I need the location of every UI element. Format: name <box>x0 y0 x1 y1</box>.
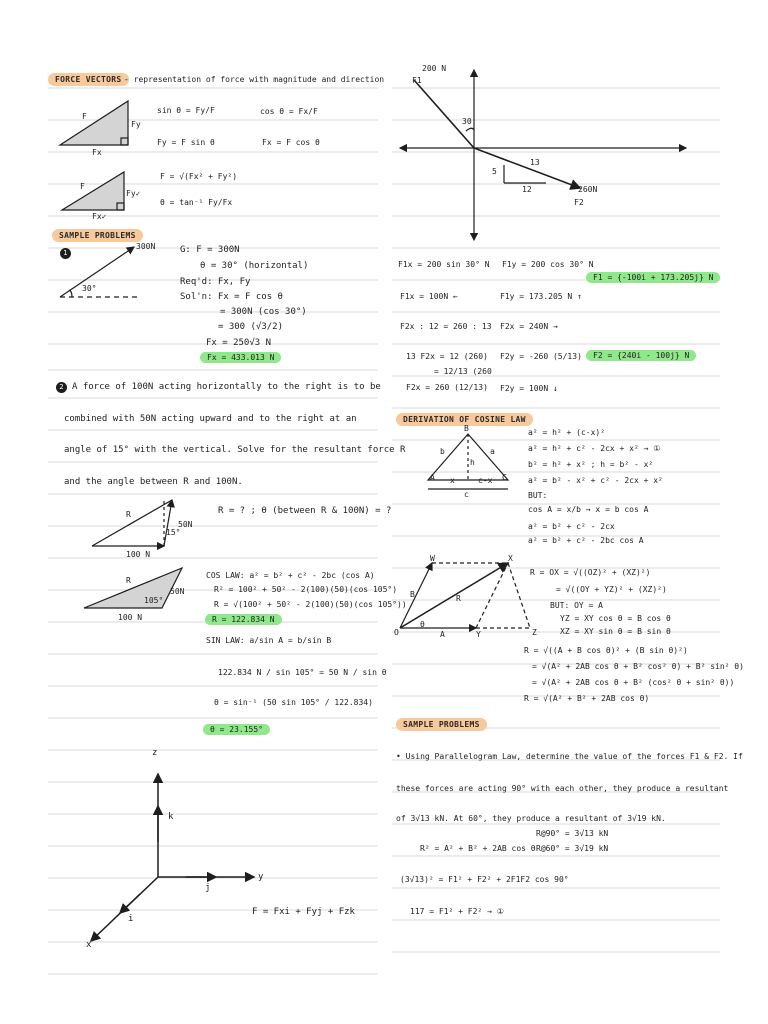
problem2-cos-law: COS LAW: a² = b² + c² - 2bc (cos A) <box>206 571 375 580</box>
cosine-label-C: C <box>502 473 507 482</box>
triangle1-label-Fy: Fy <box>131 120 141 129</box>
header-sample-problems: SAMPLE PROBLEMS <box>52 229 143 242</box>
problem2-triangle2-105: 105° <box>144 596 164 605</box>
para-step-8: = √(A² + 2AB cos θ + B² (cos² θ + sin² θ)) <box>532 678 735 687</box>
para-label-A: A <box>440 630 445 639</box>
ruled-lines <box>48 88 720 974</box>
cosine-label-b: b <box>440 447 445 456</box>
problem1-step3: Fx = 250√3 N <box>206 338 272 348</box>
para-step-4: YZ = XY cos θ = B cos θ <box>560 614 671 623</box>
diagram-F1: F1 <box>412 76 422 85</box>
triangle2-label-Fy: Fy✓ <box>126 189 141 198</box>
sample2-text-line2: these forces are acting 90° with each other, they produce a resultant <box>396 784 729 793</box>
diagram-5: 5 <box>492 167 497 176</box>
problem2-triangle2-R: R <box>126 576 131 585</box>
problem2-theta-equation: θ = sin⁻¹ (50 sin 105° / 122.834) <box>214 698 373 707</box>
cosine-label-a: a <box>490 447 495 456</box>
triangle1-label-Fx: Fx <box>92 148 102 157</box>
problem2-triangle1-100N: 100 N <box>126 550 151 559</box>
problem1-force-label: 300N <box>136 242 156 251</box>
para-label-Z: Z <box>532 628 537 637</box>
para-step-6: R = √((A + B cos θ)² + (B sin θ)²) <box>524 646 688 655</box>
theta-equation: θ = tan⁻¹ Fy/Fx <box>160 198 233 207</box>
sample2-equation-2: 117 = F1² + F2² → ① <box>410 907 504 916</box>
cosine-step-5: BUT: <box>528 491 548 500</box>
triangle1-label-F: F <box>82 112 87 121</box>
cosine-step-2: a² = h² + c² - 2cx + x² → ① <box>528 444 661 453</box>
problem1-angle-label: 30° <box>82 284 97 293</box>
f1y-equation: F1y = 200 cos 30° N <box>502 260 594 269</box>
triangle2-label-F: F <box>80 182 85 191</box>
problem1-number: 1 <box>60 248 71 259</box>
force-triangle-1 <box>60 101 128 145</box>
f1y-value: F1y = 173.205 N ↑ <box>500 292 582 301</box>
f2-answer: F2 = {240i - 100j} N <box>586 350 696 361</box>
para-step-9: R = √(A² + B² + 2AB cos θ) <box>524 694 650 703</box>
f1x-value: F1x = 100N ← <box>400 292 458 301</box>
f2x-value: F2x = 240N → <box>500 322 558 331</box>
cosine-label-B: B <box>464 424 469 433</box>
parallelogram <box>400 563 530 628</box>
cosine-label-A: A <box>430 473 435 482</box>
problem2-number: 2 <box>56 382 67 393</box>
problem1-step2: = 300 (√3/2) <box>218 322 284 332</box>
unit-vector-k: k <box>168 812 174 822</box>
problem2-triangle1-15: 15° <box>166 528 181 537</box>
axis-label-z: z <box>152 748 158 758</box>
para-label-theta: θ <box>420 620 425 629</box>
problem2-sin-law-equation: 122.834 N / sin 105° = 50 N / sin θ <box>218 668 387 677</box>
problem2-cos-law-step2: R = √(100² + 50² - 2(100)(50)(cos 105°)) <box>214 600 407 609</box>
fx-equation: Fx = F cos θ <box>262 138 320 147</box>
para-step-1: R = OX = √((OZ)² + (XZ)²) <box>530 568 651 577</box>
force-components-equation: F = Fxi + Fyj + Fzk <box>252 907 355 917</box>
diagram-12: 12 <box>522 185 532 194</box>
f2y-value: F2y = 100N ↓ <box>500 384 558 393</box>
para-label-X: X <box>508 554 513 563</box>
triangle2-label-Fx: Fx✓ <box>92 212 107 221</box>
para-step-3: BUT: OY = A <box>550 601 603 610</box>
problem2-triangle2-50N: 50N <box>170 587 185 596</box>
sample2-resultant-90: R@90° = 3√13 kN <box>536 829 609 838</box>
sample2-text-line1: • Using Parallelogram Law, determine the value of the forces F1 & F2. If <box>396 752 743 761</box>
para-step-5: XZ = XY sin θ = B sin θ <box>560 627 671 636</box>
axis-label-x: x <box>86 940 92 950</box>
cosine-triangle <box>428 434 508 489</box>
force-magnitude-equation: F = √(Fx² + Fy²) <box>160 172 238 181</box>
para-step-7: = √(A² + 2AB cos θ + B² cos² θ) + B² sin² θ) <box>532 662 744 671</box>
problem2-cos-law-step1: R² = 100² + 50² - 2(100)(50)(cos 105°) <box>214 585 398 594</box>
problem2-text-line3: angle of 15° with the vertical. Solve for the resultant force R <box>64 445 406 455</box>
diagram-200N: 200 N <box>422 64 447 73</box>
cosine-label-c: c <box>464 490 469 499</box>
problem2-text-line1: A force of 100N acting horizontally to the right is to be <box>72 382 381 392</box>
f1-answer: F1 = {-100i + 173.205j} N <box>586 272 720 283</box>
para-label-B: B <box>410 590 415 599</box>
problem2-required: R = ? ; θ (between R & 100N) = ? <box>218 506 392 516</box>
sample2-text-line3: of 3√13 kN. At 60°, they produce a resultant of 3√19 kN. <box>396 814 666 823</box>
diagram-260N: 260N <box>578 185 598 194</box>
para-label-W: W <box>430 554 435 563</box>
problem2-triangle1-R: R <box>126 510 131 519</box>
problem2-R-answer: R = 122.834 N <box>205 614 282 625</box>
unit-vector-j: j <box>205 883 211 893</box>
cosine-label-h: h <box>470 458 475 467</box>
diagram-13: 13 <box>530 158 540 167</box>
unit-vector-i: i <box>128 914 134 924</box>
problem1-required: Req'd: Fx, Fy <box>180 277 251 287</box>
f1x-equation: F1x = 200 sin 30° N <box>398 260 490 269</box>
para-label-Y: Y <box>476 630 481 639</box>
f2x-calc-1: 13 F2x = 12 (260) <box>406 352 488 361</box>
cosine-step-7: a² = b² + c² - 2cx <box>528 522 615 531</box>
problem1-step1: = 300N (cos 30°) <box>220 307 307 317</box>
sample2-equation-1: (3√13)² = F1² + F2² + 2F1F2 cos 90° <box>400 875 569 884</box>
header-cosine-law: DERIVATION OF COSINE LAW <box>396 413 533 426</box>
problem2-triangle1-50N: 50N <box>178 520 193 529</box>
cosine-label-x: x <box>450 476 455 485</box>
3d-axes <box>91 774 254 941</box>
f2x-ratio: F2x : 12 = 260 : 13 <box>400 322 492 331</box>
cos-equation: cos θ = Fx/F <box>260 107 318 116</box>
cosine-label-c-minus-x: c-x <box>478 476 493 485</box>
problem2-sin-law: SIN LAW: a/sin A = b/sin B <box>206 636 332 645</box>
problem2-text-line2: combined with 50N acting upward and to the right at an <box>64 414 357 424</box>
problem1-angle: θ = 30° (horizontal) <box>200 261 309 271</box>
cosine-step-3: b² = h² + x² ; h = b² - x² <box>528 460 654 469</box>
force-vectors-definition: - representation of force with magnitude and direction <box>124 75 385 84</box>
f2y-calc: F2y = -260 (5/13) <box>500 352 582 361</box>
problem2-triangle-2 <box>84 568 185 608</box>
problem2-triangle2-100N: 100 N <box>118 613 143 622</box>
problem1-answer: Fx = 433.013 N <box>200 352 281 363</box>
sample2-resultant-60: R@60° = 3√19 kN <box>536 844 609 853</box>
axis-label-y: y <box>258 872 264 882</box>
diagram-F2: F2 <box>574 198 584 207</box>
force-triangle-2 <box>62 172 124 210</box>
para-label-O: O <box>394 628 399 637</box>
diagram-angle-30: 30 <box>462 117 472 126</box>
force-diagram-axes <box>400 70 686 240</box>
cosine-step-4: a² = b² - x² + c² - 2cx + x² <box>528 476 663 485</box>
header-sample-problems-2: SAMPLE PROBLEMS <box>396 718 487 731</box>
cosine-step-8: a² = b² + c² - 2bc cos A <box>528 536 644 545</box>
problem1-vector <box>60 247 140 297</box>
problem1-solution: Sol'n: Fx = F cos θ <box>180 292 283 302</box>
problem2-text-line4: and the angle between R and 100N. <box>64 477 243 487</box>
cosine-step-1: a² = h² + (c-x)² <box>528 428 606 437</box>
para-step-2: = √((OY + YZ)² + (XZ)²) <box>556 585 667 594</box>
f2x-calc-3: F2x = 260 (12/13) <box>406 383 488 392</box>
para-label-R: R <box>456 594 461 603</box>
sample2-formula: R² = A² + B² + 2AB cos θ <box>420 844 536 853</box>
sin-equation: sin θ = Fy/F <box>157 106 215 115</box>
problem1-given: G: F = 300N <box>180 245 240 255</box>
cosine-step-6: cos A = x/b → x = b cos A <box>528 505 649 514</box>
problem2-theta-answer: θ = 23.155° <box>203 724 270 735</box>
header-force-vectors: FORCE VECTORS <box>48 73 129 86</box>
fy-equation: Fy = F sin θ <box>157 138 215 147</box>
f2x-calc-2: = 12/13 (260 <box>434 367 492 376</box>
problem2-triangle-1 <box>92 500 172 546</box>
